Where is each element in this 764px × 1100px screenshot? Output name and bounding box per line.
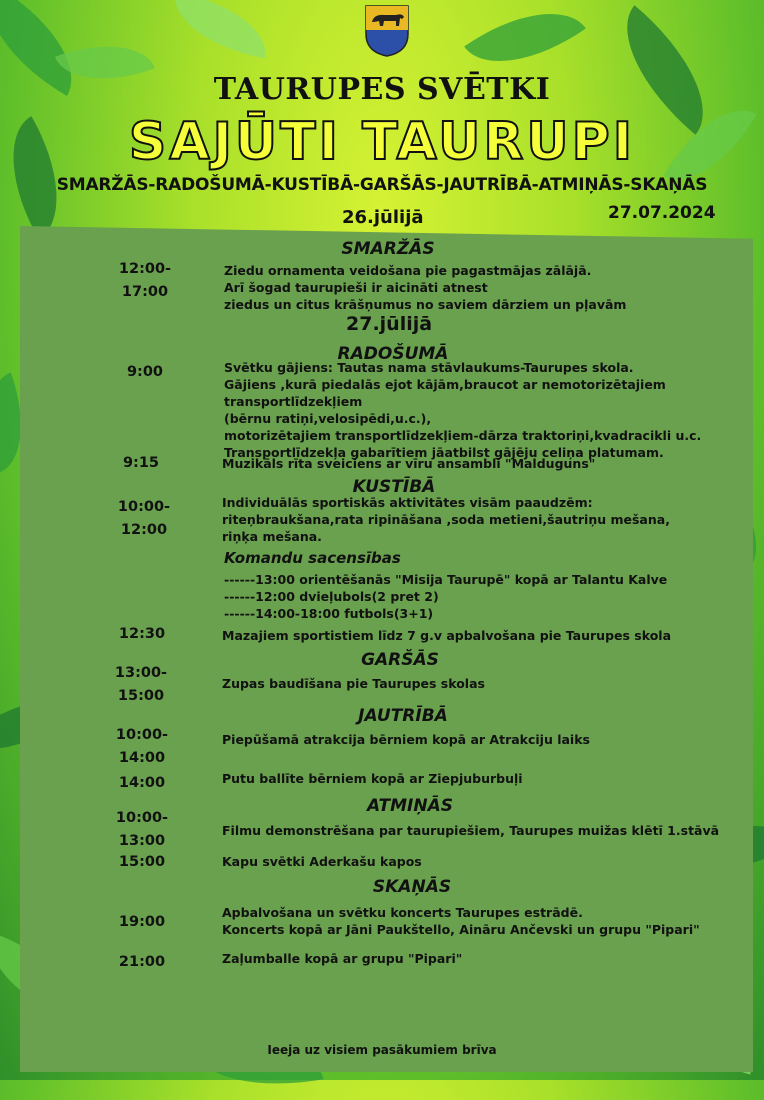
category-atminas: ATMIŅĀS bbox=[367, 796, 453, 816]
event-time: 13:00- 15:00 bbox=[114, 665, 168, 704]
team-competitions-list: ------13:00 orientēšanās "Misija Taurupē" kopā ar Talantu Kalve ------12:00 dvieļubols(2 pret 2) ------14:00-18:00 futbols(3+1) bbox=[224, 572, 668, 621]
event-time: 12:00- 17:00 bbox=[118, 261, 172, 300]
event-description: Piepūšamā atrakcija bērniem kopā ar Atrakciju laiks bbox=[222, 732, 590, 747]
event-description: Mazajiem sportistiem līdz 7 g.v apbalvošana pie Taurupes skola bbox=[222, 628, 672, 643]
event-slogan: SAJŪTI TAURUPI bbox=[128, 112, 636, 172]
category-garsas: GARŠĀS bbox=[361, 650, 439, 670]
free-entry-note: Ieeja uz visiem pasākumiem brīva bbox=[267, 1043, 497, 1057]
event-description: Zaļumballe kopā ar grupu "Pipari" bbox=[222, 951, 463, 966]
team-competitions-heading: Komandu sacensības bbox=[224, 549, 401, 567]
event-description: Individuālās sportiskās aktivitātes visām paaudzēm: riteņbraukšana,rata ripināšana ,soda metieni,šautriņu mešana, riņķa mešana. bbox=[222, 495, 670, 544]
event-description: Muzikāls rīta sveiciens ar vīru ansambli "Malduguns" bbox=[222, 456, 596, 471]
event-date: 27.07.2024 bbox=[608, 203, 716, 223]
bull-crest-icon bbox=[364, 4, 410, 58]
event-time: 14:00 bbox=[118, 775, 166, 791]
category-jautriba: JAUTRĪBĀ bbox=[358, 706, 448, 726]
senses-line: SMARŽĀS-RADOŠUMĀ-KUSTĪBĀ-GARŠĀS-JAUTRĪBĀ-ATMIŅĀS-SKAŅĀS bbox=[56, 175, 708, 195]
category-skanas: SKAŅĀS bbox=[372, 877, 452, 897]
event-description: Apbalvošana un svētku koncerts Taurupes estrādē. Koncerts kopā ar Jāni Paukštello, Aināru Ančevski un grupu "Pipari" bbox=[222, 905, 700, 937]
event-description: Ziedu ornamenta veidošana pie pagastmājas zālājā. Arī šogad taurupieši ir aicināti atnest ziedus un citus krāšņumus no saviem dārziem un pļavām bbox=[224, 263, 627, 312]
event-title: TAURUPES SVĒTKI bbox=[213, 72, 551, 107]
event-description: Zupas baudīšana pie Taurupes skolas bbox=[222, 676, 485, 691]
category-kustiba: KUSTĪBĀ bbox=[352, 477, 436, 497]
day2-heading: 27.jūlijā bbox=[346, 313, 433, 335]
category-smarzas: SMARŽĀS bbox=[341, 239, 435, 259]
event-description: Putu ballīte bērniem kopā ar Ziepjuburbuļi bbox=[222, 771, 523, 786]
event-time: 12:30 bbox=[118, 626, 166, 642]
event-description: Svētku gājiens: Tautas nama stāvlaukums-Taurupes skola. Gājiens ,kurā piedalās ejot kājām,braucot ar nemotorizētajiem transportlīdzekļiem (bērnu ratiņi,velosipēdi,u.c.), motorizētajiem transportlīdzekļiem-dārza traktoriņi,kvadracikli u.c. Transportlīdzekļa gabarītiem jāatbilst gājēju celiņa platumam. bbox=[224, 360, 702, 460]
event-time: 9:15 bbox=[122, 455, 160, 471]
event-description: Kapu svētki Aderkašu kapos bbox=[222, 854, 422, 869]
event-time: 10:00- 14:00 bbox=[115, 727, 169, 766]
event-time: 21:00 bbox=[118, 954, 166, 970]
event-time: 19:00 bbox=[118, 914, 166, 930]
event-time: 10:00- 12:00 bbox=[117, 499, 171, 538]
event-time: 10:00- 13:00 bbox=[115, 810, 169, 849]
event-time: 9:00 bbox=[126, 364, 164, 380]
event-time: 15:00 bbox=[118, 854, 166, 870]
event-description: Filmu demonstrēšana par taurupiešiem, Taurupes muižas klētī 1.stāvā bbox=[222, 823, 720, 838]
day1-heading: 26.jūlijā bbox=[342, 207, 424, 228]
category-radosuma: RADOŠUMĀ bbox=[337, 344, 449, 364]
